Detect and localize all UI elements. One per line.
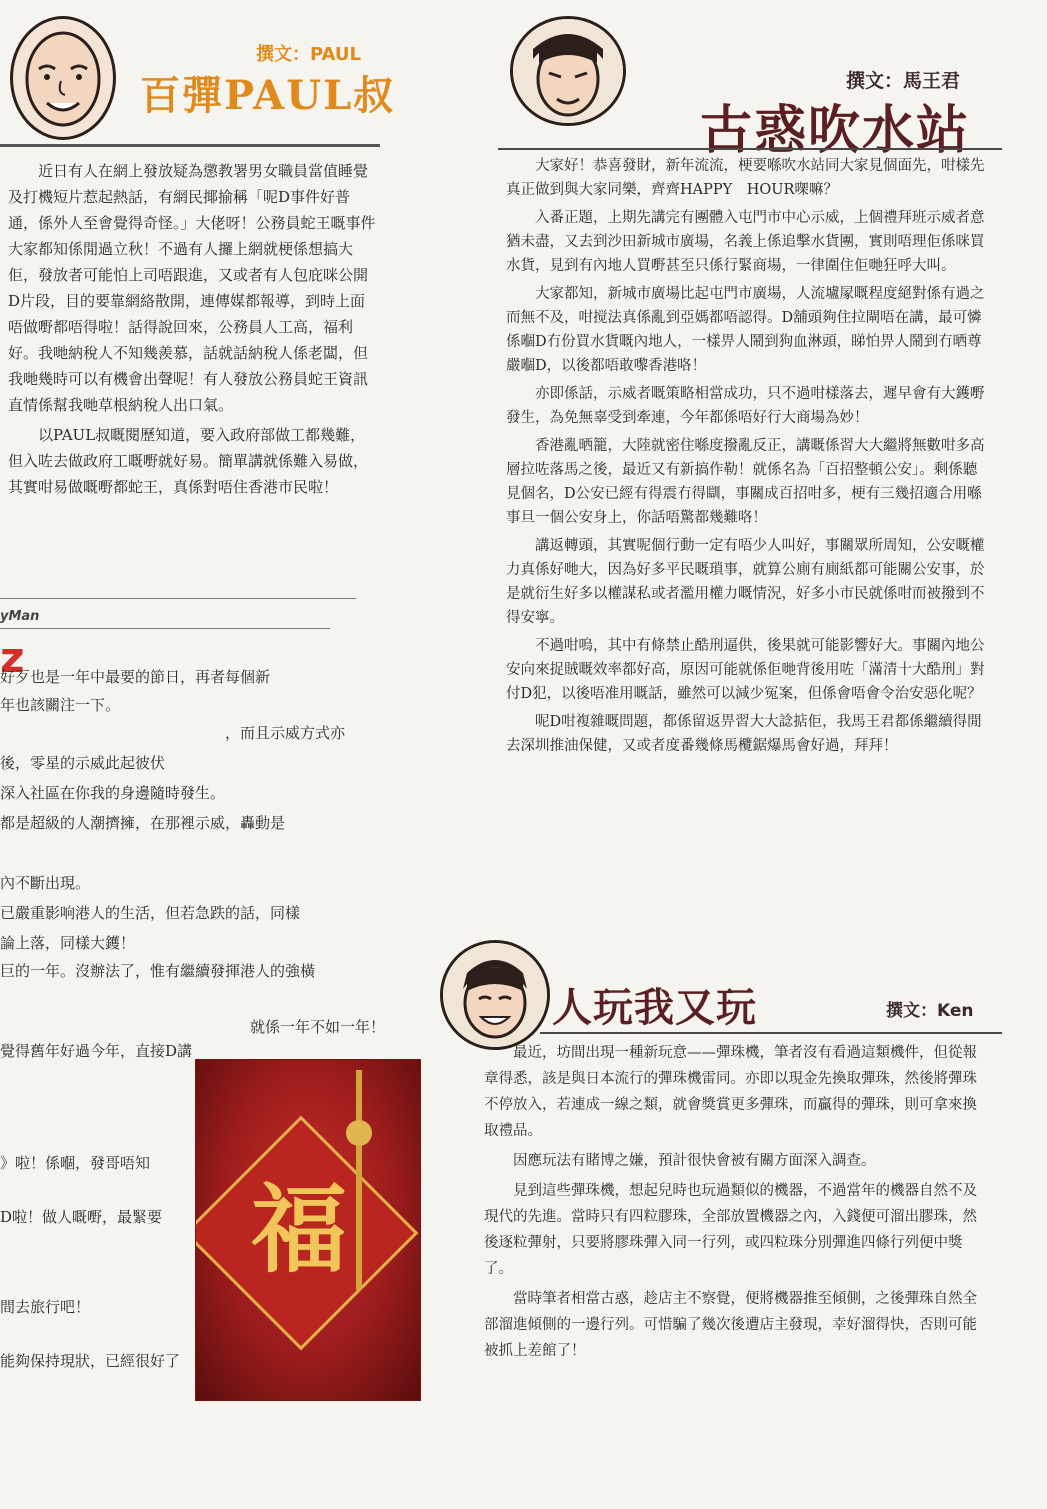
lucky-line: 好歹也是一年中最要的節日，再者每個新 (0, 668, 271, 686)
ma-paragraph: 香港亂晒籠，大陸就密住喺度撥亂反正，講嘅係習大大繼將無數咁多高層拉咗落馬之後，最近又有新搞作勒！就係名為「百招整頓公安」。剩係聽見個名，D公安已經有得震冇得瞓，事關成百招咁多，梗有三幾招適合用喺事旦一個公安身上，你話唔驚都幾難咯！ (506, 438, 985, 526)
fu-character: 福 (251, 1173, 347, 1286)
ken-paragraph: 因應玩法有賭博之嫌，預計很快會被有關方面深入調查。 (513, 1153, 876, 1169)
ken-title-rule (540, 1032, 1002, 1034)
ma-paragraph: 大家都知，新城市廣場比起屯門市廣場，人流壚㞘嘅程度絕對係有過之而無不及，咁搅法真係亂到亞媽都唔認得。D舖頭夠住拉閘唔在講，最可憐係嗰D冇份買水貨嘅內地人，一樣畀人鬧到狗血淋頭，睇怕畀人鬧到冇晒尊嚴嗰D，以後都唔敢嚟香港咯！ (506, 286, 985, 374)
ma-paragraph: 不過咁嗚，其中有條禁止酷刑逼供，後果就可能影響好大。事關內地公安向來捉賊嘅效率都好高，原因可能就係佢哋背後用咗「滿清十大酷刑」對付D犯，以後唔准用嘅話，雖然可以減少冤案，但係會唔會令治安惡化呢？ (506, 638, 985, 702)
ma-paragraph: 入番正題，上期先講完有團體入屯門市中心示威，上個禮拜班示威者意猶未盡，又去到沙田新城市廣場，名義上係追擊水貨團，實則唔理佢係咪買水貨，見到有內地人買嘢甚至只係行緊商場，一律圍住佢哋狂呼大叫。 (506, 210, 985, 274)
paul-title-rule (0, 144, 380, 147)
ma-body (506, 154, 990, 762)
lucky-line: 》啦！係嗰，發哥唔知 (0, 1154, 151, 1172)
paul-byline: 撰文：PAUL (256, 44, 362, 65)
ma-paragraph: 講返轉頭，其實呢個行動一定有唔少人叫好，事關眾所周知，公安嘅權力真係好哋大，因為好多平民嘅瑣事，就算公廁有廁紙都可能關公安事，於是就衍生好多以權謀私或者濫用權力嘅情況，好多小市民就係咁而被撥到不得安寧。 (506, 538, 985, 626)
lucky-line: 能夠保持現狀，已經很好了 (0, 1352, 181, 1370)
paul-body (8, 158, 378, 504)
lucky-line: 內不斷出現。 (0, 874, 91, 892)
lucky-line: 後，零星的示威此起彼伏 (0, 754, 166, 772)
lucky-byline: yMan (0, 609, 40, 624)
ma-paragraph: 亦即係話，示威者嘅策略相當成功，只不過咁樣落去，遲早會有大鑊嘢發生，為免無辜受到牽連，今年都係唔好行大商場為妙！ (506, 386, 985, 426)
ma-paragraph: 呢D咁複雜嘅問題，都係留返畀習大大諗掂佢，我馬王君都係繼續得閒去深圳推油保健，又或者度番幾條馬欖鋸爆馬會好過，拜拜！ (506, 714, 982, 754)
ma-title-rule (498, 148, 1002, 150)
lucky-line: 已嚴重影响港人的生活，但若急跌的話，同樣 (0, 904, 301, 922)
ken-body (484, 1040, 986, 1368)
lucky-line: 就係一年不如一年！ (250, 1018, 386, 1036)
lucky-line: 論上落，同樣大鑊！ (0, 934, 136, 952)
ken-avatar (440, 940, 550, 1050)
ken-paragraph: 當時筆者相當古惑，趁店主不察覺，便將機器推至傾側，之後彈珠自然全部溜進傾側的一邊行列。可惜騙了幾次後遭店主發現，幸好溜得快，否則可能被抓上差館了！ (484, 1291, 977, 1359)
ken-paragraph: 最近，坊間出現一種新玩意——彈珠機，筆者沒有看過這類機件，但從報章得悉，該是與日本流行的彈珠機雷同。亦即以現金先換取彈珠，然後將彈珠不停放入，若連成一線之類，就會獎賞更多彈珠，而贏得的彈珠，則可拿來換取禮品。 (484, 1045, 977, 1139)
ma-paragraph: 大家好！恭喜發財，新年流流，梗要喺吹水站同大家見個面先，咁樣先真正做到與大家同樂，齊齊HAPPY HOUR㗎嘛？ (506, 158, 985, 198)
paul-end-rule (0, 598, 356, 599)
lucky-line: D啦！做人嘅嘢，最緊要 (0, 1208, 163, 1226)
lucky-line: 年也該關注一下。 (0, 696, 121, 714)
man-face-icon (513, 19, 623, 123)
ma-title: 古惑吹水站 (700, 100, 971, 161)
lucky-title-fragment: z (0, 633, 25, 682)
paul-paragraph: 近日有人在網上發放疑為懲教署男女職員當值睡覺及打機短片惹起熱話，有網民揶揄稱「呢D事件好普通，係外人至會覺得奇怪。」大佬呀！公務員蛇王嘅事件大家都知係閒過立秋！不過有人攞上網就梗係想搞大佢，發放者可能怕上司唔跟進，又或者有人包庇咪公開D片段，目的要靠網絡散開，連傳媒都報導，到時上面唔做嘢都唔得啦！話得說回來，公務員人工高，福利好。我哋納稅人不知幾羨慕，話就話納稅人係老闆，但我哋幾時可以有機會出聲呢！有人發放公務員蛇王資訊直情係幫我哋草根納稅人出口氣。 (8, 162, 376, 414)
lucky-line: 都是超級的人潮擠擁，在那裡示威，轟動是 (0, 814, 286, 832)
lucky-title-rule (0, 628, 330, 629)
ma-byline: 撰文：馬王君 (846, 70, 961, 92)
fu-photo (196, 1060, 420, 1400)
lucky-line: 巨的一年。沒辦法了，惟有繼續發揮港人的強橫 (0, 962, 316, 980)
lucky-line: 深入社區在你我的身邊隨時發生。 (0, 784, 226, 802)
lucky-line: 間去旅行吧！ (0, 1298, 91, 1316)
paul-paragraph: 以PAUL叔嘅閱歷知道，要入政府部做工都幾難，但入咗去做政府工嘅嘢就好易。簡單講就係難入易做，其實咁易做嘅嘢都蛇王，真係對唔住香港市民啦！ (8, 426, 369, 496)
tassel-knot (346, 1120, 372, 1146)
paul-title: 百彈PAUL叔 (140, 72, 396, 119)
ken-byline: 撰文：Ken (886, 1001, 974, 1021)
smiling-man-face-icon (443, 943, 547, 1047)
lucky-line: 覺得舊年好過今年，直接D講 (0, 1042, 193, 1060)
tassel-decoration (356, 1070, 362, 1290)
lucky-line: ，而且示威方式亦 (225, 724, 346, 742)
ken-paragraph: 見到這些彈珠機，想起兒時也玩過類似的機器，不過當年的機器自然不及現代的先進。當時只有四粒膠珠，全部放置機器之內，入錢便可溜出膠珠，然後逐粒彈射，只要將膠珠彈入同一行列，或四粒珠分別彈進四條行列便中獎了。 (484, 1183, 977, 1277)
ma-avatar (510, 16, 626, 126)
paul-avatar (10, 16, 116, 140)
bald-man-face-icon (13, 19, 113, 137)
ken-title: 人玩我又玩 (552, 984, 757, 1031)
